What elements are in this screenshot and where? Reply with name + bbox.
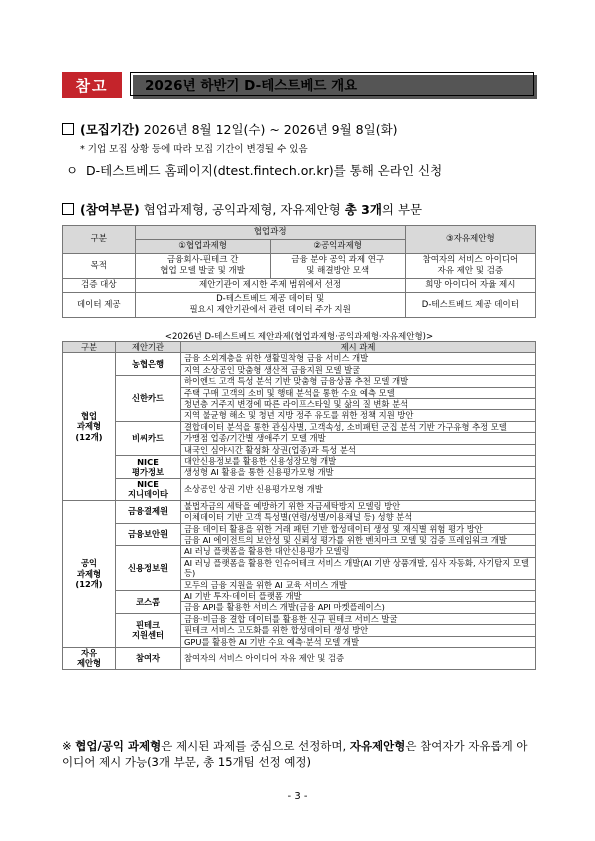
table-row xyxy=(63,500,536,511)
t1-cell: D-테스트베드 제공 데이터 xyxy=(405,293,535,318)
institution-cell: 신한카드 xyxy=(116,376,181,422)
table-row xyxy=(63,456,536,467)
task-cell: 하이엔드 고객 특성 분석 기반 맞춤형 금융상품 추천 모델 개발 xyxy=(181,376,536,387)
institution-cell: 참여자 xyxy=(116,647,181,669)
category-cell: 공익 과제형 (12개) xyxy=(63,500,116,647)
task-cell: 이체데이터 기반 고객 특성별(연령/성별/이용채널 등) 성향 분석 xyxy=(181,512,536,523)
t1-header-gubun: 구분 xyxy=(63,226,136,254)
fields-text-end: 의 부문 xyxy=(381,202,423,217)
table-row xyxy=(63,590,536,601)
homepage-line xyxy=(66,161,442,179)
footnote-mark: ※ xyxy=(62,739,76,753)
institution-cell: NICE 평가정보 xyxy=(116,456,181,479)
task-cell: 생성형 AI 활용을 통한 신용평가모형 개발 xyxy=(181,467,536,478)
table-row xyxy=(63,613,536,624)
institution-cell: 비씨카드 xyxy=(116,421,181,455)
institution-cell: 핀테크 지원센터 xyxy=(116,613,181,647)
reference-tag: 참고 xyxy=(62,72,122,98)
table-row xyxy=(63,376,536,387)
task-cell: AI 기반 투자·데이터 플랫폼 개발 xyxy=(181,590,536,601)
period-label: (모집기간) xyxy=(80,122,140,137)
footnote-text: 은 참여자가 자유롭게 아이디어 제시 가능(3개 부문, 총 15개팀 선정 예정) xyxy=(62,739,528,769)
institution-cell: 금융결제원 xyxy=(116,500,181,523)
task-cell: 지역 소상공인 맞춤형 생산적 금융지원 모델 발굴 xyxy=(181,364,536,375)
task-cell: 대안신용정보를 활용한 신용성장모형 개발 xyxy=(181,456,536,467)
period-text: 2026년 8월 12일(수) ~ 2026년 9월 8일(화) xyxy=(139,122,398,137)
institution-cell: NICE 지니데이타 xyxy=(116,478,181,500)
task-cell: 불법자금의 세탁을 예방하기 위한 자금세탁방지 모델링 방안 xyxy=(181,500,536,511)
task-cell: 지역 불균형 해소 및 청년 지방 정주 유도를 위한 정책 지원 방안 xyxy=(181,410,536,421)
t2-header-task: 제시 과제 xyxy=(181,342,536,353)
t1-cell: 참여자의 서비스 아이디어 자유 제안 및 검증 xyxy=(405,254,535,279)
t1-header-collab: 협업과정 xyxy=(135,226,405,240)
page-number: - 3 - xyxy=(287,791,308,802)
task-cell: AI 러닝 플랫폼을 활용한 인슈어테크 서비스 개발(AI 기반 상품개발, 심사 자동화, 사기탐지 모델 등) xyxy=(181,557,536,579)
t1-cell: 희망 아이디어 자율 제시 xyxy=(405,279,535,293)
checkbox-square-icon xyxy=(62,123,74,135)
t1-row-label: 목적 xyxy=(63,254,136,279)
task-cell: 내국인 심야시간 활성화 상권(업종)과 특성 분석 xyxy=(181,444,536,455)
task-cell: 청년층 거주지 변경에 따른 라이프스타일 및 삶의 질 변화 분석 xyxy=(181,399,536,410)
task-cell: 금융 AI 에이전트의 보안성 및 신뢰성 평가를 위한 벤치마크 모델 및 검증 프레임워크 개발 xyxy=(181,534,536,545)
t1-header-collab-task: ①협업과제형 xyxy=(135,240,270,254)
table-row xyxy=(63,353,536,364)
recruit-period xyxy=(62,120,398,138)
circle-bullet-icon: ㅇ xyxy=(66,163,79,178)
task-cell: 핀테크 서비스 고도화를 위한 합성데이터 생성 방안 xyxy=(181,625,536,636)
table-row xyxy=(63,546,536,557)
t1-row-label: 검증 대상 xyxy=(63,279,136,293)
task-cell: 금융 데이터 활용을 위한 거래 패턴 기반 합성데이터 생성 및 재식별 위험 평가 방안 xyxy=(181,523,536,534)
task-cell: 금융 소외계층을 위한 생활밀착형 금융 서비스 개발 xyxy=(181,353,536,364)
task-cell: 금융·비금융 결합 데이터를 활용한 신규 핀테크 서비스 발굴 xyxy=(181,613,536,624)
t1-header-free: ③자유제안형 xyxy=(405,226,535,254)
task-cell: AI 러닝 플랫폼을 활용한 대안신용평가 모델링 xyxy=(181,546,536,557)
task-cell: 주택 구매 고객의 소비 및 행태 분석을 통한 수요 예측 모델 xyxy=(181,387,536,398)
homepage-text: D-테스트베드 홈페이지(dtest.fintech.or.kr)를 통해 온라인 신청 xyxy=(86,163,443,178)
task-cell: 참여자의 서비스 아이디어 자유 제안 및 검증 xyxy=(181,647,536,669)
table-row xyxy=(63,478,536,500)
category-cell: 협업 과제형 (12개) xyxy=(63,353,116,500)
footnote xyxy=(62,738,538,770)
proposal-task-table xyxy=(62,341,536,670)
task-cell: GPU를 활용한 AI 기반 수요 예측·분석 모델 개발 xyxy=(181,636,536,647)
page-title: 2026년 하반기 D-테스트베드 개요 xyxy=(130,72,534,96)
footnote-text: 은 제시된 과제를 중심으로 선정하며, xyxy=(161,739,350,753)
t1-header-public-task: ②공익과제형 xyxy=(270,240,405,254)
task-cell: 금융 API를 활용한 서비스 개발(금융 API 마켓플레이스) xyxy=(181,602,536,613)
t1-cell: 금융회사-핀테크 간 협업 모델 발굴 및 개발 xyxy=(135,254,270,279)
footnote-bold: 자유제안형 xyxy=(349,739,406,753)
table-row xyxy=(63,523,536,534)
institution-cell: 금융보안원 xyxy=(116,523,181,546)
fields-text: 협업과제형, 공익과제형, 자유제안형 xyxy=(139,202,345,217)
t2-header-gubun: 구분 xyxy=(63,342,116,353)
table-row xyxy=(63,421,536,432)
task-cell: 가맹점 업종/기간별 생애주기 모델 개발 xyxy=(181,433,536,444)
t1-cell: 금융 분야 공익 과제 연구 및 해결방안 모색 xyxy=(270,254,405,279)
fields-label: (참여부문) xyxy=(80,202,140,217)
t1-row-label: 데이터 제공 xyxy=(63,293,136,318)
task-cell: 모두의 금융 지원을 위한 AI 교육 서비스 개발 xyxy=(181,579,536,590)
table-row xyxy=(63,647,536,669)
task-cell: 소상공인 상권 기반 신용평가모형 개발 xyxy=(181,478,536,500)
t2-header-inst: 제안기관 xyxy=(116,342,181,353)
participation-fields xyxy=(62,200,422,218)
task-cell: 결합데이터 분석을 통한 관심사별, 고객속성, 소비패턴 군집 분석 기반 가구유형 추정 모델 xyxy=(181,421,536,432)
participation-table xyxy=(62,225,536,318)
institution-cell: 농협은행 xyxy=(116,353,181,376)
institution-cell: 신용정보원 xyxy=(116,546,181,591)
footnote-bold: 협업/공익 과제형 xyxy=(75,739,162,753)
period-note: * 기업 모집 상황 등에 따라 모집 기간이 변경될 수 있음 xyxy=(80,144,308,155)
section-header xyxy=(62,72,536,98)
task-table-title: <2026년 D-테스트베드 제안과제(협업과제형·공익과제형·자유제안형)> xyxy=(164,332,434,342)
institution-cell: 코스콤 xyxy=(116,590,181,613)
category-cell: 자유 제안형 xyxy=(63,647,116,669)
t1-cell: 제안기관이 제시한 주제 범위에서 선정 xyxy=(135,279,405,293)
fields-count: 총 3개 xyxy=(344,202,382,217)
t1-cell: D-테스트베드 제공 데이터 및 필요시 제안기관에서 관련 데이터 주가 지원 xyxy=(135,293,405,318)
checkbox-square-icon xyxy=(62,203,74,215)
